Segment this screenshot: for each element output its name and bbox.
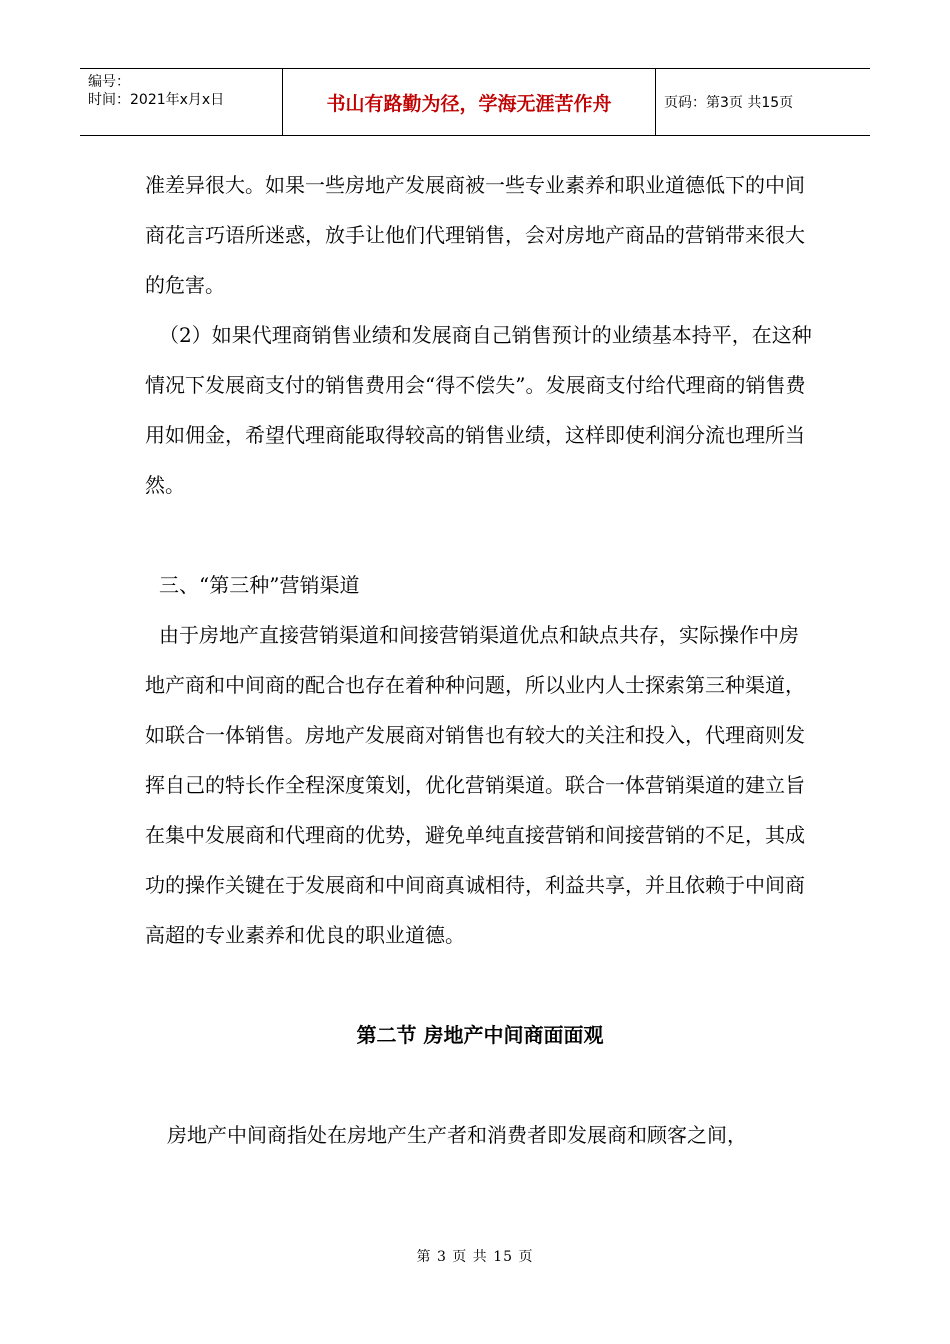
header-motto: 书山有路勤为径，学海无涯苦作舟	[282, 69, 656, 135]
header-page-info: 页码：第3页 共15页	[664, 95, 794, 111]
document-number-label: 编号：	[88, 74, 130, 90]
paragraph: 房地产中间商指处在房地产生产者和消费者即发展商和顾客之间，	[167, 1123, 747, 1147]
document-date: 时间：2021年x月x日	[88, 92, 225, 108]
paragraph: 准差异很大。如果一些房地产发展商被一些专业素养和职业道德低下的中间商花言巧语所迷惑，放手让他们代理销售，会对房地产商品的营销带来很大的危害。	[145, 173, 805, 297]
paragraph: （2）如果代理商销售业绩和发展商自己销售预计的业绩基本持平，在这种情况下发展商支付的销售费用会“得不偿失”。发展商支付给代理商的销售费用如佣金，希望代理商能取得较高的销售业绩，这样即使利润分流也理所当然。	[145, 323, 812, 497]
paragraph: 由于房地产直接营销渠道和间接营销渠道优点和缺点共存，实际操作中房地产商和中间商的配合也存在着种种问题，所以业内人士探索第三种渠道，如联合一体销售。房地产发展商对销售也有较大的关注和投入，代理商则发挥自己的特长作全程深度策划，优化营销渠道。联合一体营销渠道的建立旨在集中发展商和代理商的优势，避免单纯直接营销和间接营销的不足，其成功的操作关键在于发展商和中间商真诚相待，利益共享，并且依赖于中间商高超的专业素养和优良的职业道德。	[145, 623, 805, 947]
page-header	[80, 68, 870, 136]
document-body	[145, 160, 815, 1160]
page-footer: 第 3 页 共 15 页	[416, 1249, 534, 1265]
header-meta	[80, 69, 282, 135]
section-heading: 三、“第三种”营销渠道	[159, 573, 360, 597]
chapter-title: 第二节 房地产中间商面面观	[356, 1023, 604, 1047]
